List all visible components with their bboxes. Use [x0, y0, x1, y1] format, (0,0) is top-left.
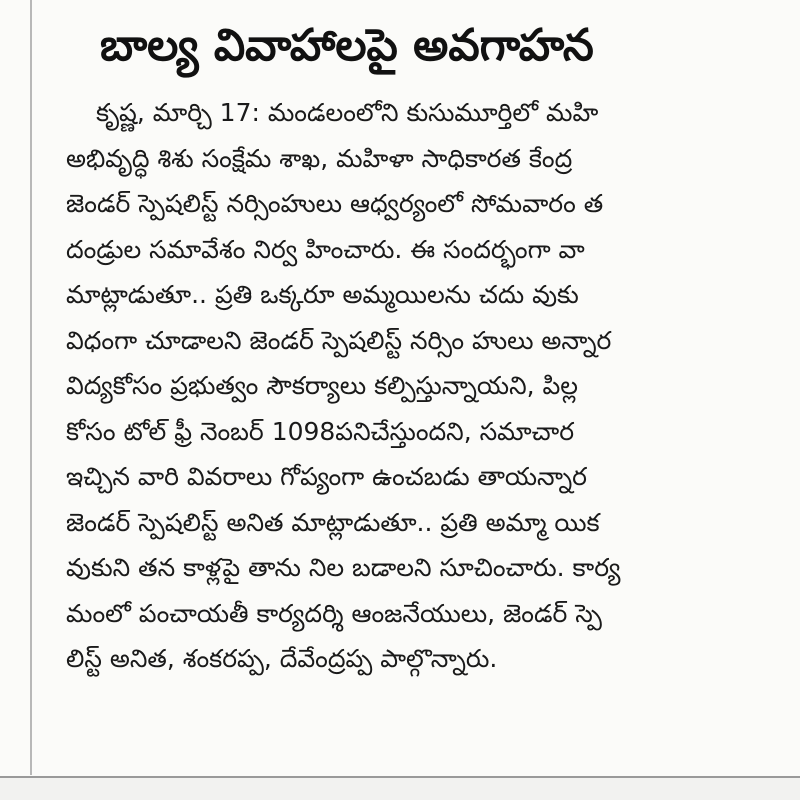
article-body	[66, 90, 800, 682]
article-line: దండ్రుల సమావేశం నిర్వ హించారు. ఈ సందర్భంగా వా	[66, 234, 585, 264]
article-line: విధంగా చూడాలని జెండర్ స్పెషలిస్ట్ నర్సిం హులు అన్నార	[66, 325, 612, 355]
article-line: జెండర్ స్పెషలిస్ట్ అనిత మాట్లాడుతూ.. ప్రతి అమ్మా యిక	[66, 507, 600, 537]
article-line: కృష్ణ, మార్చి 17: మండలంలోని కుసుమూర్తిలో మహి	[96, 98, 599, 127]
article-line: మంలో పంచాయతీ కార్యదర్శి ఆంజనేయులు, జెండర్ స్పె	[66, 598, 602, 628]
column-divider	[30, 0, 32, 775]
article-line: ఇచ్చిన వారి వివరాలు గోప్యంగా ఉంచబడు తాయన్నార	[66, 462, 588, 491]
article-line: కోసం టోల్ ఫ్రీ నెంబర్ 1098పనిచేస్తుందని, సమాచార	[66, 416, 575, 446]
article-line: విద్యకోసం ప్రభుత్వం సౌకర్యాలు కల్పిస్తున్నాయని, పిల్ల	[66, 371, 579, 400]
article-headline: బాల్య వివాహాలపై అవగాహన	[100, 20, 594, 71]
article-line: వుకుని తన కాళ్లపై తాను నిల బడాలని సూచించారు. కార్య	[66, 553, 621, 582]
article-line: జెండర్ స్పెషలిస్ట్ నర్సింహులు ఆధ్వర్యంలో సోమవారం త	[66, 189, 604, 218]
article-line: అభివృద్ధి శిశు సంక్షేమ శాఖ, మహిళా సాధికారత కేంద్ర	[66, 143, 573, 173]
page-bottom-margin	[0, 778, 800, 800]
article-line: లిస్ట్ అనిత, శంకరప్ప, దేవేంద్రప్ప పాల్గొన్నారు.	[66, 644, 498, 673]
article-line: మాట్లాడుతూ.. ప్రతి ఒక్కరూ అమ్మయిలను చదు వుకు	[66, 280, 579, 309]
